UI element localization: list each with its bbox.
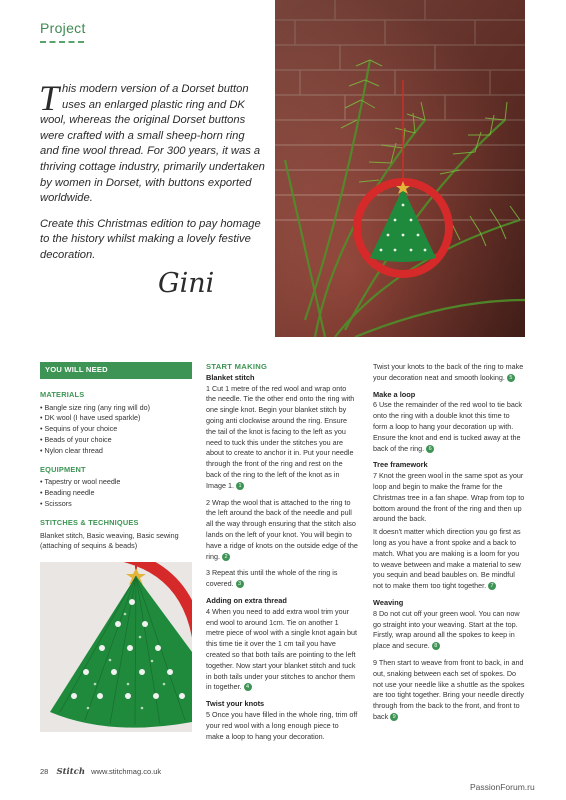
section-underline [40,41,84,43]
image-badge-6: 6 [426,445,434,453]
intro-paragraph-1-text: his modern version of a Dorset button uses an enlarged plastic ring and DK wool, whereas the original Dorset buttons were crafted with a small sheep-horn ring and fine wool thread. For 300 years, it was a thriving cottage industry, primarily undertaken by women in Dorset, with buttons exported worldwide. [40,83,265,205]
list-item: • Scissors [40,499,192,510]
list-item: • DK wool (I have used sparkle) [40,413,192,424]
page-number: 28 [40,767,49,776]
step-4: 4 When you need to add extra wool trim your end wool to around 1cm. Tie on another 1 metre piece of wool with a single knot again but this time tie it over the 1 cm tail you have created so that both tails are pointing to the left together. Now start your blanket stitch and tuck in both tails under your stitches to anchor them in together. 4 [206,606,358,692]
equipment-heading: EQUIPMENT [40,464,86,474]
stitches-text: Blanket stitch, Basic weaving, Basic sewing (attaching of sequins & beads) [40,530,179,551]
watermark-credit: PassionForum.ru [470,782,535,792]
weaving-heading: Weaving [373,597,404,607]
image-badge-8: 8 [432,642,440,650]
page-footer [40,767,161,777]
materials-heading: MATERIALS [40,389,85,399]
step-5-continued: Twist your knots to the back of the ring to make your decoration neat and smooth looking. 5 [373,362,524,382]
twist-knots-heading: Twist your knots [206,699,265,709]
signature: Gini [158,268,215,299]
image-badge-5: 5 [507,374,515,382]
hero-photo-illustration [275,0,525,337]
hero-photo [275,0,525,337]
list-item: • Beading needle [40,488,192,499]
start-making-heading: START MAKING [206,362,268,371]
brand-logo: Stitch [56,767,86,777]
step-1: 1 Cut 1 metre of the red wool and wrap onto the needle. Tie the other end onto the ring with one single knot. Begin your blanket stitch by going anti clockwise around the ring. Ensure the tail of the knot is facing to the left as you need to tuck this under the stitches you are about to create to anchor it in. Put your needle through the front of the ring and rest on the back of the ring to the left of the knot as in Image 1. 1 [206,383,355,490]
you-will-need-column [40,362,192,558]
you-will-need-heading: YOU WILL NEED [40,362,192,379]
image-badge-9: 9 [390,713,398,721]
equipment-list [40,477,192,509]
step-7: 7 Knot the green wool in the same spot as your loop and begin to make the frame for the Christmas tree in a fan shape. Wrap from top to bottom around the front of the ring and then up around the back. [373,471,525,524]
step-9: 9 Then start to weave from front to back, in and out, snaking between each set of spokes. Do not use your needle like a shuttle as the spokes are too tight together. Bring your needle directly through from the back to the front, and front to back 9 [373,657,525,721]
step-5: 5 Once you have filled in the whole ring, trim off your red wool with a long enough piece to make a loop to hang your decoration. [206,709,358,741]
step-8: 8 Do not cut off your green wool. You can now go straight into your weaving. Start at the top. Firstly, wrap around all the spokes to keep in place and secure. 8 [373,608,520,651]
stitches-heading: STITCHES & TECHNIQUES [40,517,139,527]
image-badge-2: 2 [222,553,230,561]
extra-thread-heading: Adding on extra thread [206,595,287,605]
image-badge-1: 1 [236,482,244,490]
list-item: • Sequins of your choice [40,424,192,435]
ornament-closeup-photo [40,562,192,732]
list-item: • Bangle size ring (any ring will do) [40,403,192,414]
step-6: 6 Use the remainder of the red wool to tie back onto the ring with a double knot this time to form a loop to hang your decoration up with. Ensure the knot and end is tucked away at the back of the ring. 6 [373,400,523,453]
intro-text [39,78,266,274]
website-url: www.stitchmag.co.uk [91,767,162,776]
list-item: • Tapestry or wool needle [40,477,192,488]
image-badge-3: 3 [236,580,244,588]
intro-paragraph-2: Create this Christmas edition to pay homage to the history whilst making a lovely festive decoration. [40,217,261,261]
step-7-continued: It doesn't matter which direction you go first as long as you have a front spoke and a back to match. What you are making is a loom for you to weave between and make a material to sew you sequin and bead baubles on. Be mindful not to make them too tight together. 7 [373,527,521,591]
step-2: 2 Wrap the wool that is attached to the ring to the left around the back of the needle and pull all the way through ensuring that the stitch also lands on the left of your knot. You will begin to have a ridge of knots on the outside edge of the ring. 2 [206,497,358,561]
instructions-column-3 [373,362,525,729]
tree-framework-heading: Tree framework [373,460,428,470]
section-label: Project [40,20,86,36]
closeup-illustration [40,562,192,732]
image-badge-4: 4 [244,683,252,691]
blanket-stitch-heading: Blanket stitch [206,372,255,382]
intro-paragraph-1 [39,78,266,207]
materials-list [40,403,192,457]
list-item: • Nylon clear thread [40,446,192,457]
drop-cap: T [39,78,60,118]
instructions-column-2 [206,362,358,748]
step-3: 3 Repeat this until the whole of the ring is covered. 3 [206,568,338,589]
image-badge-7: 7 [488,582,496,590]
list-item: • Beads of your choice [40,435,192,446]
make-loop-heading: Make a loop [373,389,416,399]
